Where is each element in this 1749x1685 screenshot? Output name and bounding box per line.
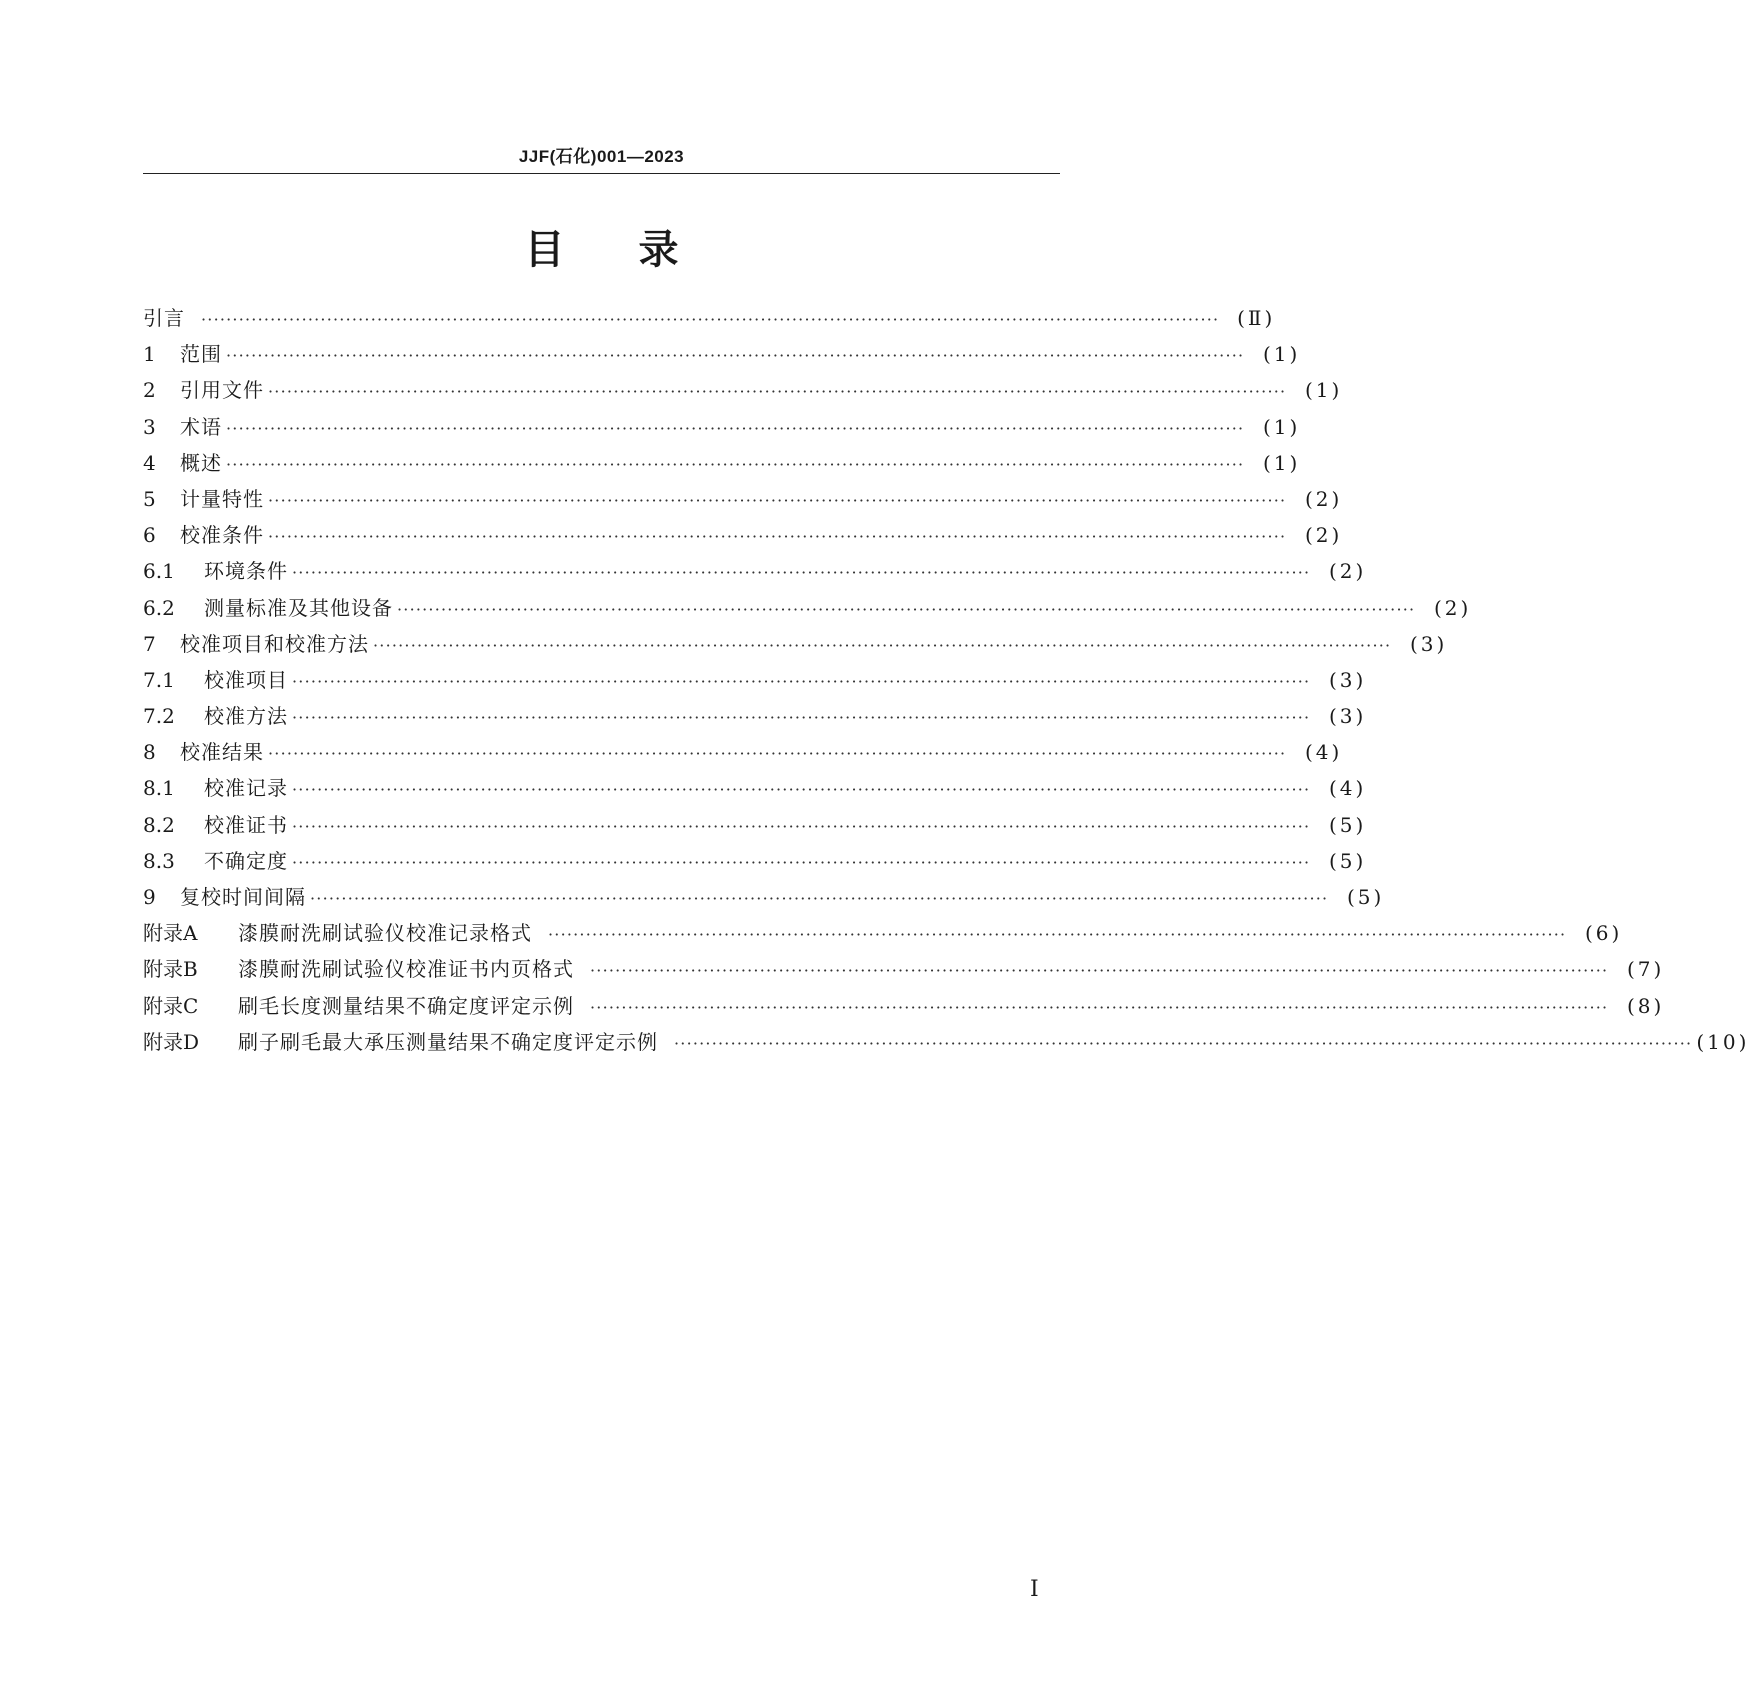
toc-entry-8[interactable] [143,736,1343,772]
toc-entry-label: 校准条件 [180,523,264,548]
toc-section-number: 4 [143,450,156,475]
toc-entry-2[interactable] [143,374,1343,410]
toc-dot-leader: ·································································································································································· [292,671,1311,691]
toc-dot-leader: ·································································································································································· [268,527,1287,547]
toc-entry-label: 复校时间间隔 [180,885,306,909]
toc-entry-label: 引言 [143,306,185,330]
toc-entry-appendix-d[interactable] [143,1026,1749,1062]
toc-entry-5[interactable] [143,483,1343,519]
toc-section-number: 1 [143,342,156,367]
toc-section-number: 3 [143,414,156,439]
table-of-contents [143,302,1749,1062]
toc-page-number: (3) [1328,667,1367,692]
toc-entry-7-2[interactable] [143,700,1367,736]
toc-dot-leader: ·································································································································································· [548,925,1567,945]
toc-page-number: (4) [1304,740,1343,765]
toc-section-number: 8 [143,740,156,765]
toc-entry-label: 刷毛长度测量结果不确定度评定示例 [238,993,574,1018]
toc-page-number: (4) [1328,776,1367,801]
toc-entry-7[interactable] [143,628,1448,664]
page-number: Ⅰ [1030,1577,1039,1602]
toc-entry-appendix-b[interactable] [143,953,1665,989]
toc-dot-leader: ·································································································································································· [590,961,1609,981]
toc-entry-appendix-c[interactable] [143,990,1665,1026]
header-divider [143,173,1060,174]
toc-section-number: 附录C [143,993,199,1018]
toc-dot-leader: ·································································································································································· [226,346,1245,366]
toc-dot-leader: ·································································································································································· [292,852,1311,872]
toc-entry-label: 计量特性 [180,486,264,511]
toc-entry-label: 概述 [180,450,222,475]
toc-dot-leader: ·································································································································································· [226,418,1245,438]
toc-entry-label: 漆膜耐洗刷试验仪校准证书内页格式 [238,957,574,982]
document-code-header: JJF(石化)001—2023 [518,147,685,166]
toc-page-number: (10) [1696,1029,1749,1054]
toc-page-number: (2) [1328,559,1367,584]
toc-page-number: (3) [1409,631,1448,656]
toc-entry-label: 范围 [180,342,222,367]
toc-entry-4[interactable] [143,447,1301,483]
toc-section-number: 7 [143,631,156,656]
toc-page-number: (7) [1626,957,1665,982]
toc-page-number: (8) [1626,993,1665,1018]
toc-dot-leader: ·································································································································································· [292,816,1311,836]
toc-dot-leader: ·································································································································································· [674,1033,1693,1053]
toc-dot-leader: ·································································································································································· [268,382,1287,402]
toc-section-number: 附录A [143,921,198,946]
toc-page-number: (2) [1433,595,1472,620]
toc-entry-label: 刷子刷毛最大承压测量结果不确定度评定示例 [238,1029,658,1054]
toc-entry-label: 引用文件 [180,378,264,403]
toc-section-number: 7.1 [143,667,175,692]
toc-entry-8-2[interactable] [143,809,1367,845]
toc-section-number: 2 [143,378,156,403]
toc-entry-label: 漆膜耐洗刷试验仪校准记录格式 [238,921,532,946]
toc-section-number: 8.1 [143,776,175,801]
toc-section-number: 8.3 [143,848,175,873]
toc-dot-leader: ·································································································································································· [292,708,1311,728]
toc-dot-leader: ·································································································································································· [590,997,1609,1017]
toc-section-number: 附录D [143,1029,200,1054]
toc-entry-6[interactable] [143,519,1343,555]
toc-dot-leader: ·································································································································································· [292,563,1311,583]
toc-entry-label: 术语 [180,414,222,439]
toc-page-number: (5) [1346,885,1385,909]
toc-page-number: (5) [1328,812,1367,837]
toc-entry-label: 校准项目 [204,667,288,692]
page-title: 目录 [524,227,753,273]
toc-dot-leader: ·································································································································································· [201,310,1220,329]
toc-page-number: (2) [1304,486,1343,511]
toc-entry-label: 校准记录 [204,776,288,801]
toc-section-number: 6.2 [143,595,175,620]
toc-entry-label: 校准方法 [204,704,288,729]
toc-page-number: (1) [1304,378,1343,403]
toc-dot-leader: ·································································································································································· [373,635,1392,655]
toc-entry-label: 校准证书 [204,812,288,837]
toc-dot-leader: ·································································································································································· [397,599,1416,619]
toc-section-number: 附录B [143,957,198,982]
toc-dot-leader: ·································································································································································· [226,454,1245,474]
toc-page-number: (6) [1584,921,1623,946]
toc-page-number: (1) [1262,342,1301,367]
toc-entry-1[interactable] [143,338,1301,374]
toc-page-number: (Ⅱ) [1237,306,1276,330]
toc-page-number: (2) [1304,523,1343,548]
toc-entry-appendix-a[interactable] [143,917,1623,953]
toc-entry-8-3[interactable] [143,845,1367,881]
toc-page-number: (3) [1328,704,1367,729]
toc-section-number: 7.2 [143,704,175,729]
toc-entry-7-1[interactable] [143,664,1367,700]
toc-section-number: 5 [143,486,156,511]
toc-page-number: (5) [1328,848,1367,873]
toc-entry-label: 环境条件 [204,559,288,584]
toc-page-number: (1) [1262,450,1301,475]
toc-entry-introduction[interactable] [143,302,1276,338]
toc-entry-label: 测量标准及其他设备 [204,595,393,620]
toc-entry-6-1[interactable] [143,555,1367,591]
toc-section-number: 6 [143,523,156,548]
toc-dot-leader: ·································································································································································· [310,889,1329,908]
toc-entry-label: 校准项目和校准方法 [180,631,369,656]
toc-dot-leader: ·································································································································································· [292,780,1311,800]
toc-entry-label: 不确定度 [204,848,288,873]
toc-dot-leader: ·································································································································································· [268,744,1287,764]
toc-section-number: 9 [143,885,156,909]
toc-entry-6-2[interactable] [143,592,1472,628]
toc-dot-leader: ·································································································································································· [268,490,1287,510]
toc-section-number: 8.2 [143,812,175,837]
toc-section-number: 6.1 [143,559,175,584]
toc-entry-label: 校准结果 [180,740,264,765]
toc-entry-9[interactable] [143,881,1385,917]
toc-entry-8-1[interactable] [143,772,1367,808]
toc-entry-3[interactable] [143,411,1301,447]
toc-page-number: (1) [1262,414,1301,439]
